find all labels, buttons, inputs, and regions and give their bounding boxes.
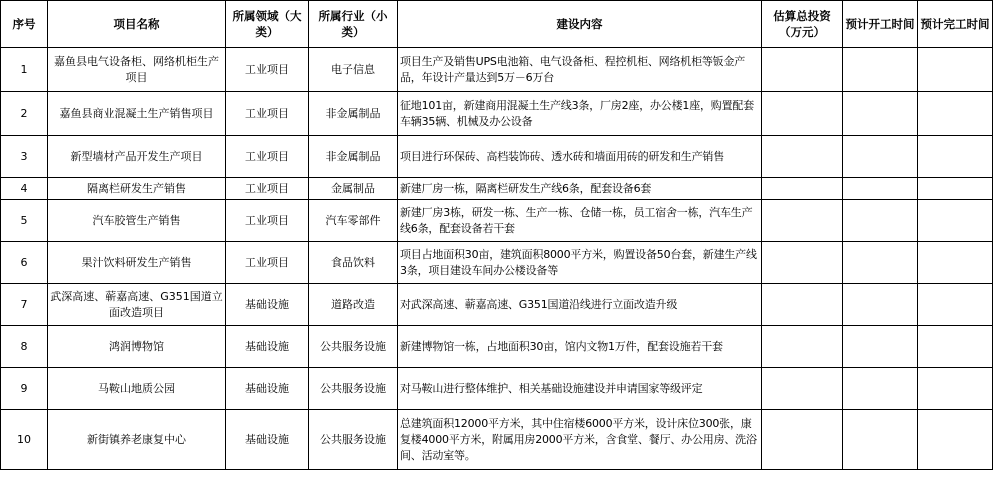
cell-start-time <box>843 410 918 470</box>
table-row <box>1 326 993 368</box>
cell-domain: 工业项目 <box>226 136 309 178</box>
cell-name: 果汁饮料研发生产销售 <box>48 242 226 284</box>
cell-domain: 基础设施 <box>226 368 309 410</box>
cell-end-time <box>918 200 993 242</box>
cell-industry: 汽车零部件 <box>309 200 398 242</box>
cell-investment <box>762 242 843 284</box>
cell-domain: 工业项目 <box>226 200 309 242</box>
cell-investment <box>762 326 843 368</box>
cell-num: 3 <box>1 136 48 178</box>
cell-content: 新建厂房3栋，研发一栋、生产一栋、仓储一栋，员工宿舍一栋，汽车生产线6条，配套设备若干套 <box>398 200 762 242</box>
cell-industry: 金属制品 <box>309 178 398 200</box>
cell-name: 嘉鱼县商业混凝土生产销售项目 <box>48 92 226 136</box>
cell-num: 9 <box>1 368 48 410</box>
cell-domain: 工业项目 <box>226 92 309 136</box>
cell-domain: 基础设施 <box>226 284 309 326</box>
cell-industry: 公共服务设施 <box>309 368 398 410</box>
cell-domain: 工业项目 <box>226 48 309 92</box>
cell-num: 2 <box>1 92 48 136</box>
cell-num: 4 <box>1 178 48 200</box>
cell-name: 隔离栏研发生产销售 <box>48 178 226 200</box>
cell-content: 对马鞍山进行整体维护、相关基础设施建设并申请国家等级评定 <box>398 368 762 410</box>
cell-content: 新建厂房一栋，隔离栏研发生产线6条，配套设备6套 <box>398 178 762 200</box>
cell-end-time <box>918 368 993 410</box>
cell-name: 新街镇养老康复中心 <box>48 410 226 470</box>
cell-content: 项目进行环保砖、高档装饰砖、透水砖和墙面用砖的研发和生产销售 <box>398 136 762 178</box>
cell-industry: 公共服务设施 <box>309 410 398 470</box>
header-industry: 所属行业（小类） <box>309 1 398 48</box>
cell-investment <box>762 178 843 200</box>
cell-investment <box>762 368 843 410</box>
cell-name: 武深高速、蕲嘉高速、G351国道立面改造项目 <box>48 284 226 326</box>
cell-investment <box>762 48 843 92</box>
cell-investment <box>762 410 843 470</box>
cell-domain: 工业项目 <box>226 242 309 284</box>
cell-start-time <box>843 200 918 242</box>
cell-domain: 工业项目 <box>226 178 309 200</box>
cell-industry: 非金属制品 <box>309 92 398 136</box>
cell-num: 5 <box>1 200 48 242</box>
cell-end-time <box>918 242 993 284</box>
table-row <box>1 200 993 242</box>
cell-industry: 非金属制品 <box>309 136 398 178</box>
cell-name: 马鞍山地质公园 <box>48 368 226 410</box>
cell-investment <box>762 200 843 242</box>
cell-domain: 基础设施 <box>226 410 309 470</box>
cell-start-time <box>843 284 918 326</box>
cell-industry: 食品饮料 <box>309 242 398 284</box>
cell-name: 汽车胶管生产销售 <box>48 200 226 242</box>
cell-num: 7 <box>1 284 48 326</box>
cell-start-time <box>843 48 918 92</box>
cell-industry: 道路改造 <box>309 284 398 326</box>
cell-industry: 公共服务设施 <box>309 326 398 368</box>
cell-end-time <box>918 92 993 136</box>
table-row <box>1 178 993 200</box>
table-row <box>1 136 993 178</box>
cell-industry: 电子信息 <box>309 48 398 92</box>
cell-investment <box>762 284 843 326</box>
cell-content: 征地101亩，新建商用混凝土生产线3条，厂房2座，办公楼1座，购置配套车辆35辆、机械及办公设备 <box>398 92 762 136</box>
cell-name: 鸿润博物馆 <box>48 326 226 368</box>
cell-content: 总建筑面积12000平方米，其中住宿楼6000平方米，设计床位300张，康复楼4000平方米，附属用房2000平方米，含食堂、餐厅、办公用房、洗浴间、活动室等。 <box>398 410 762 470</box>
cell-domain: 基础设施 <box>226 326 309 368</box>
cell-end-time <box>918 284 993 326</box>
header-content: 建设内容 <box>398 1 762 48</box>
header-end-time: 预计完工时间 <box>918 1 993 48</box>
cell-end-time <box>918 410 993 470</box>
cell-end-time <box>918 136 993 178</box>
cell-name: 新型墙材产品开发生产项目 <box>48 136 226 178</box>
table-row <box>1 284 993 326</box>
header-domain: 所属领域（大类） <box>226 1 309 48</box>
cell-start-time <box>843 242 918 284</box>
cell-content: 新建博物馆一栋，占地面积30亩，馆内文物1万件，配套设施若干套 <box>398 326 762 368</box>
header-num: 序号 <box>1 1 48 48</box>
table-row <box>1 242 993 284</box>
cell-start-time <box>843 92 918 136</box>
header-row <box>1 1 993 48</box>
table-row <box>1 368 993 410</box>
header-name: 项目名称 <box>48 1 226 48</box>
cell-num: 6 <box>1 242 48 284</box>
cell-content: 对武深高速、蕲嘉高速、G351国道沿线进行立面改造升级 <box>398 284 762 326</box>
cell-start-time <box>843 136 918 178</box>
cell-end-time <box>918 48 993 92</box>
cell-content: 项目占地面积30亩，建筑面积8000平方米，购置设备50台套，新建生产线3条，项目建设车间办公楼设备等 <box>398 242 762 284</box>
cell-num: 1 <box>1 48 48 92</box>
cell-content: 项目生产及销售UPS电池箱、电气设备柜、程控机柜、网络机柜等钣金产品，年设计产量达到5万－6万台 <box>398 48 762 92</box>
cell-investment <box>762 136 843 178</box>
cell-start-time <box>843 326 918 368</box>
table-row <box>1 92 993 136</box>
cell-end-time <box>918 326 993 368</box>
header-start-time: 预计开工时间 <box>843 1 918 48</box>
cell-end-time <box>918 178 993 200</box>
table-row <box>1 48 993 92</box>
cell-start-time <box>843 178 918 200</box>
cell-name: 嘉鱼县电气设备柜、网络机柜生产项目 <box>48 48 226 92</box>
header-investment: 估算总投资（万元） <box>762 1 843 48</box>
cell-start-time <box>843 368 918 410</box>
cell-investment <box>762 92 843 136</box>
table-row <box>1 410 993 470</box>
cell-num: 8 <box>1 326 48 368</box>
cell-num: 10 <box>1 410 48 470</box>
